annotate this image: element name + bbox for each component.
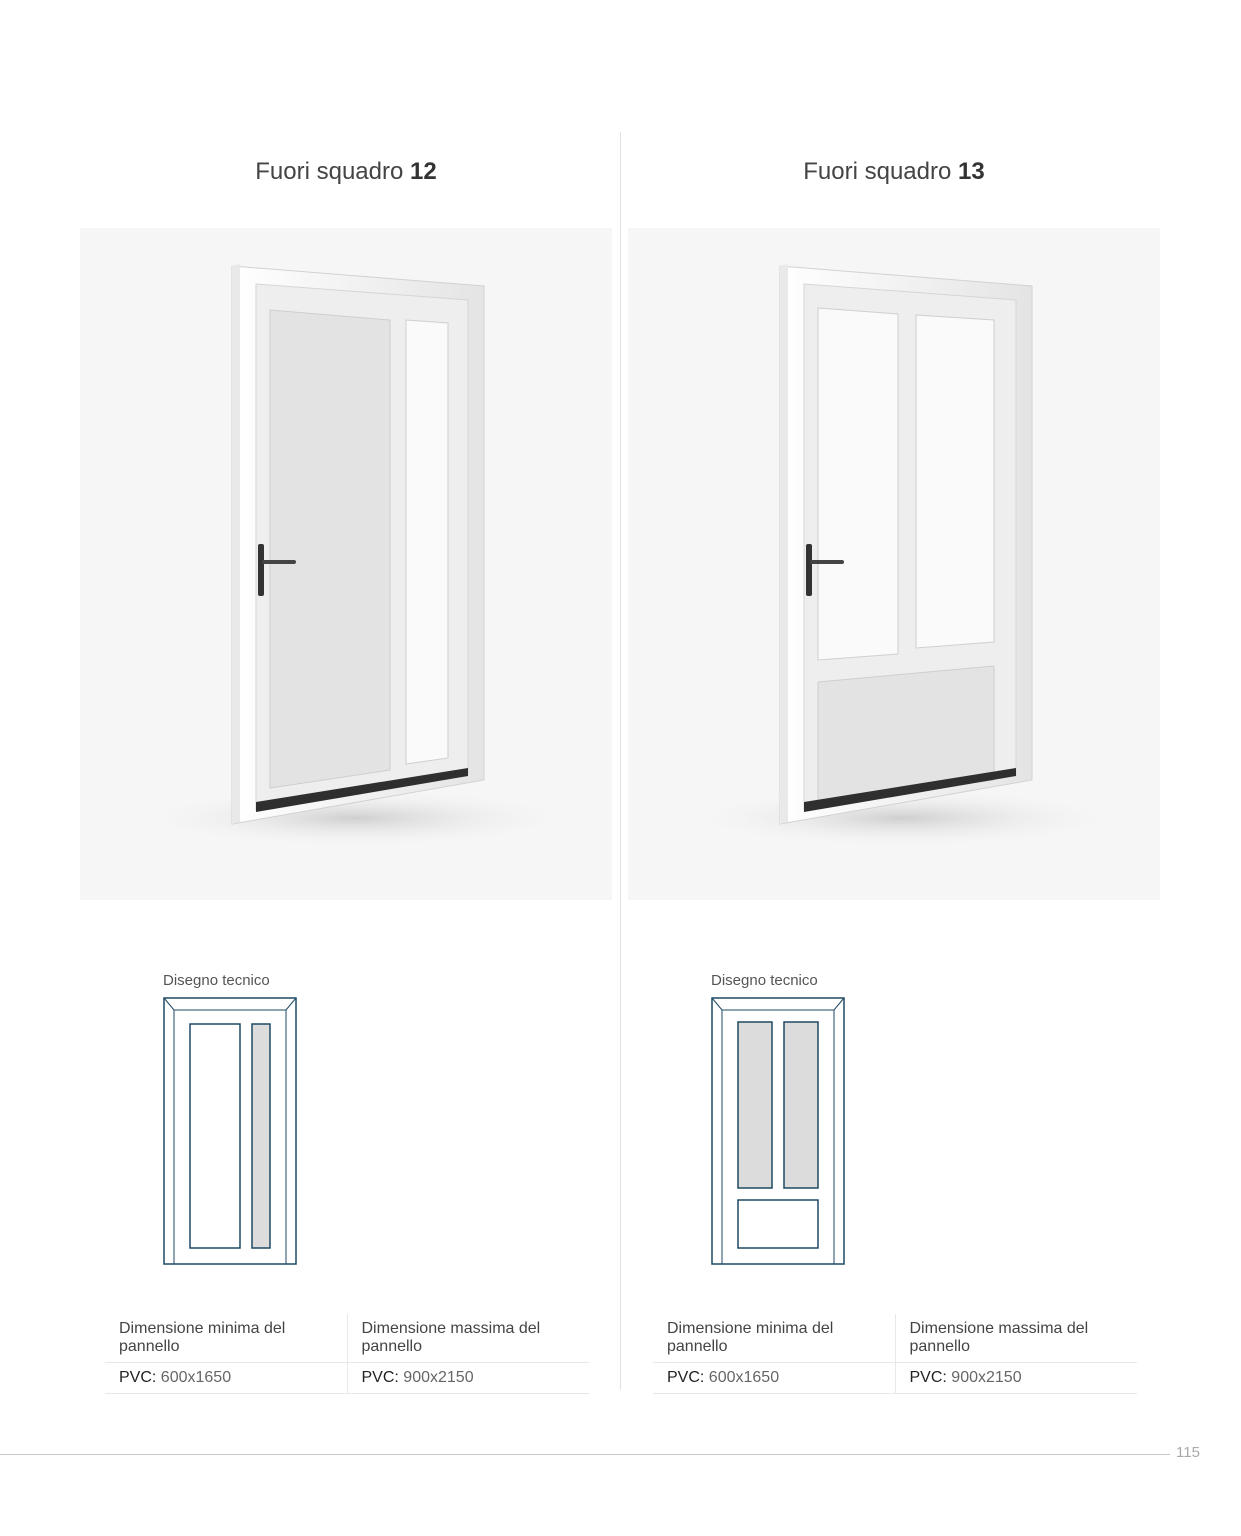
door-photo — [628, 228, 1160, 900]
tech-drawing — [710, 996, 850, 1273]
product-number: 12 — [410, 158, 437, 185]
product-number: 13 — [958, 158, 985, 185]
spec-max-value: PVC: 900x2150 — [347, 1363, 589, 1394]
spec-min-header: Dimensione minima del pannello — [653, 1314, 895, 1363]
spec-max-value: PVC: 900x2150 — [895, 1363, 1137, 1394]
tech-drawing — [162, 996, 302, 1273]
door-photo — [80, 228, 612, 900]
spec-max-header: Dimensione massima del pannello — [895, 1314, 1137, 1363]
spec-table — [653, 1314, 1137, 1394]
tech-drawing-label: Disegno tecnico — [163, 972, 270, 989]
product-12 — [72, 0, 620, 1440]
spec-table — [105, 1314, 589, 1394]
product-title: Fuori squadro 12 — [255, 158, 437, 185]
spec-max-header: Dimensione massima del pannello — [347, 1314, 589, 1363]
spec-min-header: Dimensione minima del pannello — [105, 1314, 347, 1363]
product-13 — [620, 0, 1168, 1440]
page-number: 115 — [1176, 1444, 1200, 1461]
footer-rule — [0, 1454, 1170, 1455]
product-title: Fuori squadro 13 — [803, 158, 985, 185]
spec-min-value: PVC: 600x1650 — [653, 1363, 895, 1394]
tech-drawing-label: Disegno tecnico — [711, 972, 818, 989]
spec-min-value: PVC: 600x1650 — [105, 1363, 347, 1394]
